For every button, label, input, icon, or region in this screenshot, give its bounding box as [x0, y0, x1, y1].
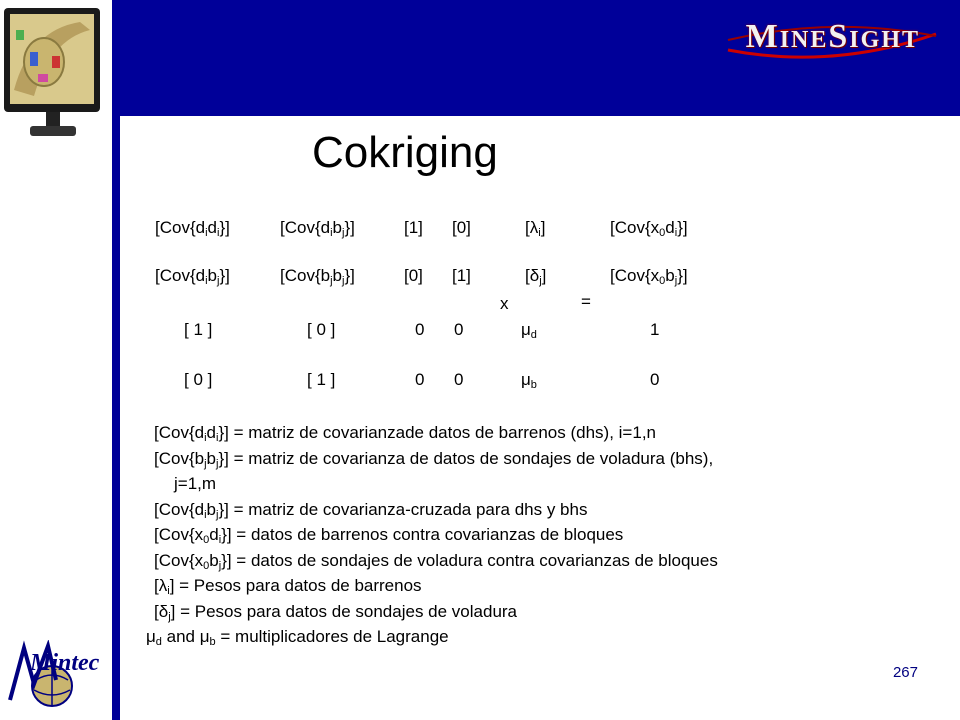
page-number: 267: [892, 664, 918, 681]
matrix-cell: 1: [650, 320, 660, 339]
times-sign: x: [500, 294, 509, 313]
matrix-cell: $[\delta_j]$: [525, 266, 547, 287]
matrix-cell: $[Cov\{d_ib_j\}]$: [280, 218, 355, 239]
definition-line: $[Cov\{x_0b_j\}]$ = datos de sondajes de voladura contra covarianzas de bloques: [154, 550, 718, 572]
definition-line: $\mu_d$ and $\mu_b$ = multiplicadores de Lagrange: [146, 627, 449, 648]
matrix-cell: [ 0 ]: [184, 370, 213, 389]
matrix-cell: $[Cov\{x_0b_j\}]$: [610, 266, 688, 287]
definition-line: j=1,m: [174, 474, 217, 493]
left-accent-bar: [112, 0, 120, 720]
matrix-cell: 0: [454, 370, 464, 389]
matrix-cell: $[Cov\{d_ib_j\}]$: [155, 266, 230, 287]
matrix-cell: $[Cov\{x_0d_i\}]$: [610, 218, 688, 239]
matrix-cell: 0: [415, 320, 425, 339]
matrix-cell: 0: [415, 370, 425, 389]
monitor-image-icon: [0, 0, 112, 150]
matrix-cell: $\mu_b$: [521, 370, 537, 391]
matrix-cell: $[Cov\{b_jb_j\}]$: [280, 266, 355, 287]
matrix-cell: [ 1 ]: [307, 370, 336, 389]
definition-line: $[Cov\{d_id_i\}]$ = matriz de covarianzade datos de barrenos (dhs), i=1,n: [154, 423, 656, 444]
matrix-cell: 0: [454, 320, 464, 339]
definition-line: $[Cov\{d_ib_j\}]$ = matriz de covarianza-cruzada para dhs y bhs: [154, 499, 588, 521]
definition-line: $[Cov\{x_0d_i\}]$ = datos de barrenos contra covarianzas de bloques: [154, 525, 624, 546]
definitions-list: [146, 420, 718, 650]
matrix-cell: [1]: [404, 218, 423, 237]
definition-line: $[\lambda_i]$ = Pesos para datos de barrenos: [154, 576, 422, 597]
matrix-cell: 0: [650, 370, 660, 389]
definition-line: $[\delta_j]$ = Pesos para datos de sondajes de voladura: [154, 601, 518, 623]
equals-sign: =: [581, 292, 591, 311]
mintec-logo: Mintec: [30, 650, 100, 676]
matrix-cell: [0]: [452, 218, 471, 237]
matrix-cell: [ 0 ]: [307, 320, 336, 339]
matrix-cell: [0]: [404, 266, 423, 285]
slide-title: Cokriging: [312, 128, 498, 177]
matrix-cell: [ 1 ]: [184, 320, 213, 339]
matrix-cell: $[\lambda_i]$: [525, 218, 546, 239]
definition-line: $[Cov\{b_jb_j\}]$ = matriz de covarianza de datos de sondajes de voladura (bhs),: [154, 448, 714, 470]
minesight-logo: MineSight: [745, 18, 920, 55]
matrix-cell: $\mu_d$: [521, 320, 537, 341]
matrix-cell: [1]: [452, 266, 471, 285]
matrix-cell: $[Cov\{d_id_i\}]$: [155, 218, 230, 239]
